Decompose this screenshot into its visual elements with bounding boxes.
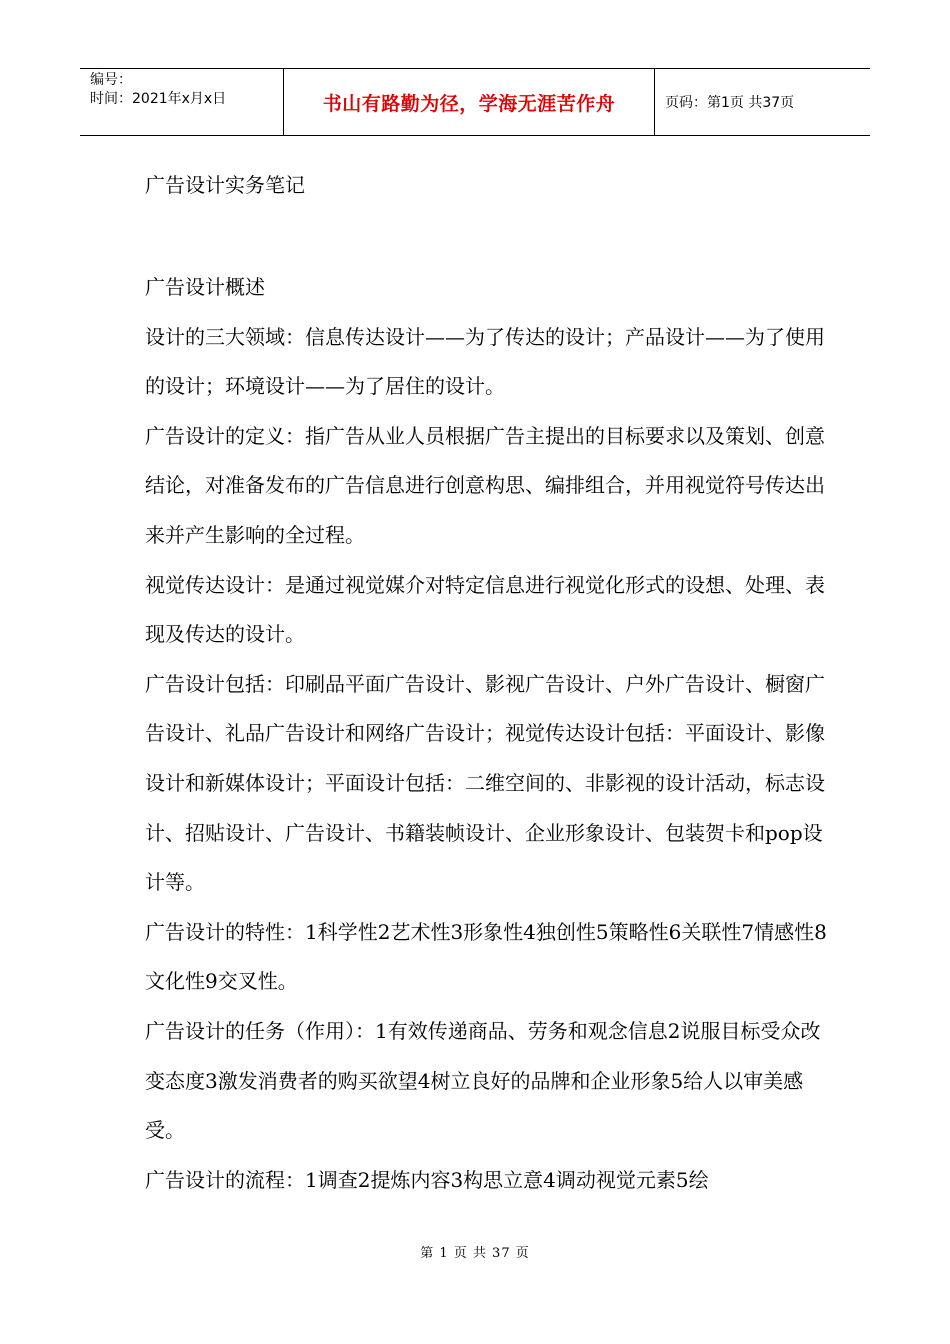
- document-header: [80, 68, 870, 136]
- section-heading: 广告设计概述: [145, 275, 265, 299]
- document-body: [145, 160, 835, 1205]
- paragraph: 视觉传达设计：是通过视觉媒介对特定信息进行视觉化形式的设想、处理、表现及传达的设计。: [145, 572, 825, 647]
- paragraph: 广告设计的定义：指广告从业人员根据广告主提出的目标要求以及策划、创意结论，对准备发布的广告信息进行创意构思、编排组合，并用视觉符号传达出来并产生影响的全过程。: [145, 423, 825, 547]
- document-title: 广告设计实务笔记: [145, 173, 305, 197]
- document-number-label: 编号：: [90, 72, 132, 88]
- paragraph: 广告设计包括：印刷品平面广告设计、影视广告设计、户外广告设计、橱窗广告设计、礼品广告设计和网络广告设计；视觉传达设计包括：平面设计、影像设计和新媒体设计；平面设计包括：二维空间的、非影视的设计活动，标志设计、招贴设计、广告设计、书籍装帧设计、企业形象设计、包装贺卡和pop设计等。: [145, 671, 825, 895]
- paragraph: 广告设计的特性：1科学性2艺术性3形象性4独创性5策略性6关联性7情感性8文化性9交叉性。: [145, 919, 827, 994]
- paragraph: 设计的三大领域：信息传达设计——为了传达的设计；产品设计——为了使用的设计；环境设计——为了居住的设计。: [145, 324, 825, 399]
- paragraph: 广告设计的任务（作用）：1有效传递商品、劳务和观念信息2说服目标受众改变态度3激发消费者的购买欲望4树立良好的品牌和企业形象5给人以审美感受。: [145, 1018, 821, 1143]
- document-time-label: 时间：2021年x月x日: [90, 91, 227, 107]
- paragraph: 广告设计的流程：1调查2提炼内容3构思立意4调动视觉元素5绘: [145, 1167, 709, 1192]
- header-motto: 书山有路勤为径，学海无涯苦作舟: [283, 69, 655, 135]
- header-meta: [80, 69, 283, 135]
- header-page-label: 页码：第1页 共37页: [665, 95, 795, 111]
- page-footer: 第 1 页 共 37 页: [420, 1246, 530, 1261]
